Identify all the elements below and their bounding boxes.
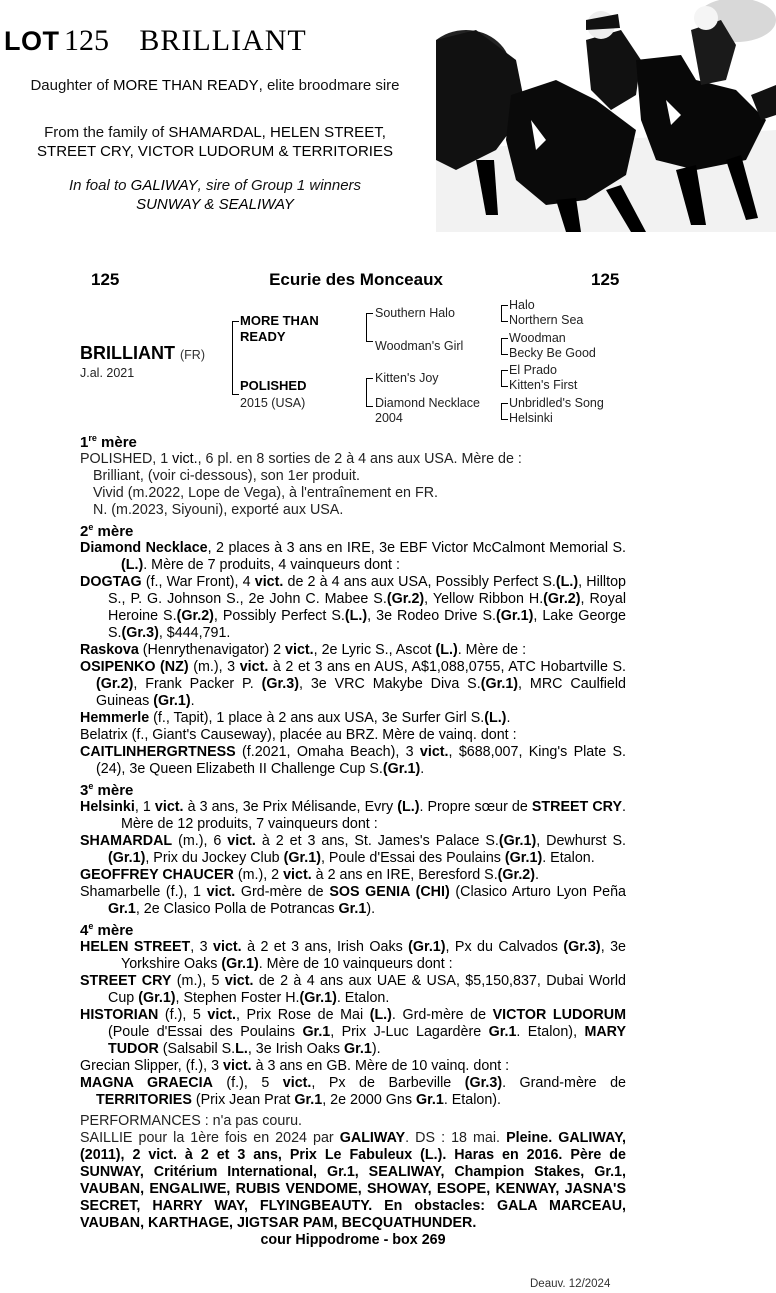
g3-sire-dam: Woodman's Girl	[375, 339, 464, 353]
street-cry-entry: STREET CRY (m.), 5 vict. de 2 à 4 ans aux UAE & USA, $5,150,837, Dubai World Cup (Gr.1), Stephen Foster H.(Gr.1). Etalon.	[80, 973, 626, 1006]
horse-title: BRILLIANT	[139, 24, 307, 57]
pedigree-bracket-g4b	[501, 338, 508, 355]
g3-dam-dam-year: 2004	[375, 411, 403, 425]
lot-label: LOT	[4, 26, 60, 56]
pedigree-sex-year: J.al. 2021	[80, 366, 135, 380]
shamardal-entry: SHAMARDAL (m.), 6 vict. à 2 et 3 ans, St. James's Palace S.(Gr.1), Dewhurst S.(Gr.1), Prix du Jockey Club (Gr.1), Poule d'Essai des Poulains (Gr.1). Etalon.	[80, 833, 626, 866]
lot-number-right: 125	[591, 270, 620, 289]
promo-line-1: Daughter of MORE THAN READY, elite broodmare sire	[30, 77, 400, 94]
produce-1: Brilliant, (voir ci-dessous), son 1er produit.	[93, 468, 360, 484]
first-dam-text: POLISHED, 1 vict., 6 pl. en 8 sorties de 2 à 4 ans aux USA. Mère de :	[80, 451, 522, 467]
g4-list-c: El Prado Kitten's First	[509, 363, 578, 392]
third-dam-text: Helsinki, 1 vict. à 3 ans, 3e Prix Mélisande, Evry (L.). Propre sœur de STREET CRY. Mère de 12 produits, 7 vainqueurs dont :	[80, 799, 626, 832]
g4-list-d: Unbridled's Song Helsinki	[509, 396, 604, 425]
osipenko-entry: OSIPENKO (NZ) (m.), 3 vict. à 2 et 3 ans en AUS, A$1,088,0755, ATC Hobartville S.(Gr.2), Frank Packer P. (Gr.3), 3e VRC Makybe Diva S.(Gr.1), MRC Caulfield Guineas (Gr.1).	[80, 659, 627, 709]
historian-entry: HISTORIAN (f.), 5 vict., Prix Rose de Mai (L.). Grd-mère de VICTOR LUDORUM (Poule d'Essai des Poulains Gr.1, Prix J-Luc Lagardère Gr.1. Etalon), MARY TUDOR (Salsabil S.L., 3e Irish Oaks Gr.1).	[80, 1007, 627, 1057]
pedigree-dam-year: 2015 (USA)	[240, 396, 306, 410]
catalogue-text	[80, 430, 626, 1249]
racing-photo	[436, 0, 776, 232]
pedigree-dam: POLISHED	[240, 378, 307, 393]
g3-sire-sire: Southern Halo	[375, 306, 455, 320]
produce-3: N. (m.2023, Siyouni), exporté aux USA.	[93, 502, 344, 518]
magna-entry: MAGNA GRAECIA (f.), 5 vict., Px de Barbeville (Gr.3). Grand-mère de TERRITORIES (Prix Jean Prat Gr.1, 2e 2000 Gns Gr.1. Etalon).	[80, 1075, 627, 1108]
sale-reference: Deauv. 12/2024	[530, 1278, 611, 1290]
performances: PERFORMANCES : n'a pas couru.	[80, 1113, 303, 1129]
g4-list-b: Woodman Becky Be Good	[509, 331, 596, 360]
fourth-dam-text: HELEN STREET, 3 vict. à 2 et 3 ans, Irish Oaks (Gr.1), Px du Calvados (Gr.3), 3e Yorkshire Oaks (Gr.1). Mère de 10 vainqueurs dont :	[80, 939, 626, 972]
dogtag-entry: DOGTAG (f., War Front), 4 vict. de 2 à 4 ans aux USA, Possibly Perfect S.(L.), Hilltop S., P. G. Johnson S., 2e John C. Mabee S.(Gr.2), Yellow Ribbon H.(Gr.2), Royal Heroine S.(Gr.2), Possibly Perfect S.(L.), 3e Rodeo Drive S.(Gr.1), Lake George S.(Gr.3), $444,791.	[80, 574, 627, 641]
pedigree-bracket-g3b	[366, 378, 373, 407]
g4-list-a: Halo Northern Sea	[509, 298, 584, 327]
promo-line-3: In foal to GALIWAY, sire of Group 1 winners SUNWAY & SEALIWAY	[68, 177, 362, 213]
third-dam-heading: 3e mère	[80, 781, 134, 799]
hemmerle-entry: Hemmerle (f., Tapit), 1 place à 2 ans aux USA, 3e Surfer Girl S.(L.).	[80, 710, 511, 726]
pedigree-bracket-g4d	[501, 403, 508, 420]
belatrix-entry: Belatrix (f., Giant's Causeway), placée au BRZ. Mère de vainq. dont :	[80, 727, 517, 743]
promo-line-2: From the family of SHAMARDAL, HELEN STREET, STREET CRY, VICTOR LUDORUM & TERRITORIES	[37, 124, 393, 160]
lot-number-left: 125	[91, 270, 120, 289]
produce-2: Vivid (m.2022, Lope de Vega), à l'entraînement en FR.	[93, 485, 439, 501]
second-dam-heading: 2e mère	[80, 522, 134, 540]
pedigree-horse-name: BRILLIANT (FR)	[80, 343, 205, 363]
pedigree-bracket-g2	[232, 321, 239, 395]
consignor: Ecurie des Monceaux	[269, 270, 443, 289]
pedigree-sire: MORE THAN READY	[240, 313, 319, 344]
second-dam-text: Diamond Necklace, 2 places à 3 ans en IRE, 3e EBF Victor McCalmont Memorial S.(L.). Mère de 7 produits, 4 vainqueurs dont :	[80, 540, 626, 573]
lot-title	[4, 24, 307, 58]
pedigree-bracket-g3a	[366, 313, 373, 342]
shamarbelle-entry: Shamarbelle (f.), 1 vict. Grd-mère de SOS GENIA (CHI) (Clasico Arturo Lyon Peña Gr.1, 2e Clasico Polla de Potrancas Gr.1).	[80, 884, 626, 917]
caitlin-entry: CAITLINHERGRTNESS (f.2021, Omaha Beach), 3 vict., $688,007, King's Plate S. (24), 3e Queen Elizabeth II Challenge Cup S.(Gr.1).	[80, 744, 626, 777]
g3-dam-dam: Diamond Necklace	[375, 396, 480, 410]
grecian-entry: Grecian Slipper, (f.), 3 vict. à 3 ans en GB. Mère de 10 vainq. dont :	[80, 1058, 510, 1074]
pedigree-bracket-g4a	[501, 305, 508, 322]
stable-location: cour Hippodrome - box 269	[260, 1232, 446, 1248]
fourth-dam-heading: 4e mère	[80, 921, 134, 939]
first-dam-heading: 1re mère	[80, 433, 137, 451]
pedigree-bracket-g4c	[501, 370, 508, 387]
geoffrey-entry: GEOFFREY CHAUCER (m.), 2 vict. à 2 ans en IRE, Beresford S.(Gr.2).	[80, 867, 539, 883]
lot-number: 125	[63, 24, 109, 57]
raskova-entry: Raskova (Henrythenavigator) 2 vict., 2e Lyric S., Ascot (L.). Mère de :	[80, 642, 527, 658]
horse-race-image	[436, 0, 776, 232]
saillie-text: SAILLIE pour la 1ère fois en 2024 par GALIWAY. DS : 18 mai. Pleine. GALIWAY, (2011), 2 vict. à 2 et 3 ans, Prix Le Fabuleux (L.). Haras en 2016. Père de SUNWAY, Critérium International, Gr.1, SEALIWAY, Champion Stakes, Gr.1, VAUBAN, ENGALIWE, RUBIS VENDOME, SHOWAY, ESOPE, KENWAY, JASNA'S SECRET, HARRY WAY, FLYINGBEAUTY. En obstacles: GALA MARCEAU, VAUBAN, KARTHAGE, JIGTSAR PAM, BECQUATHUNDER.	[80, 1130, 626, 1231]
g3-dam-sire: Kitten's Joy	[375, 371, 439, 385]
